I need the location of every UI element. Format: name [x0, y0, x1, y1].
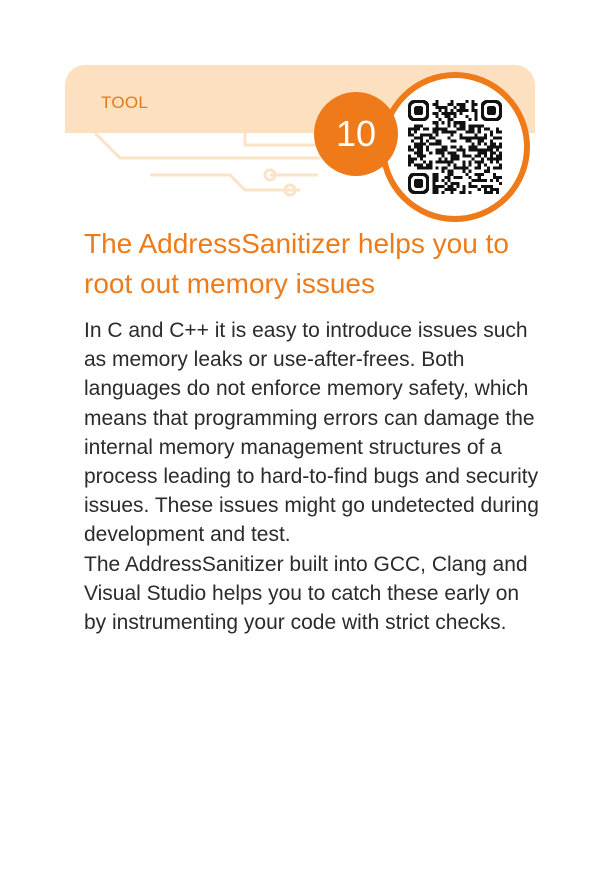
body-paragraph: In C and C++ it is easy to introduce issues such as memory leaks or use-after-frees. Both languages do not enforce memory safety, which means that programming errors can damage the internal memory management structures of a process leading to hard-to-find bugs and security issues. These issues might go undetected during development and test. — [84, 319, 539, 547]
card-title: The AddressSanitizer helps you to root out memory issues — [84, 228, 509, 299]
body-paragraph: The AddressSanitizer built into GCC, Clang and Visual Studio helps you to catch these early on by instrumenting your code with strict checks. — [84, 552, 528, 635]
category-label: TOOL — [101, 93, 149, 112]
qr-code-icon — [408, 100, 502, 194]
card-body — [84, 316, 544, 637]
card-number-badge: 10 — [314, 92, 398, 176]
